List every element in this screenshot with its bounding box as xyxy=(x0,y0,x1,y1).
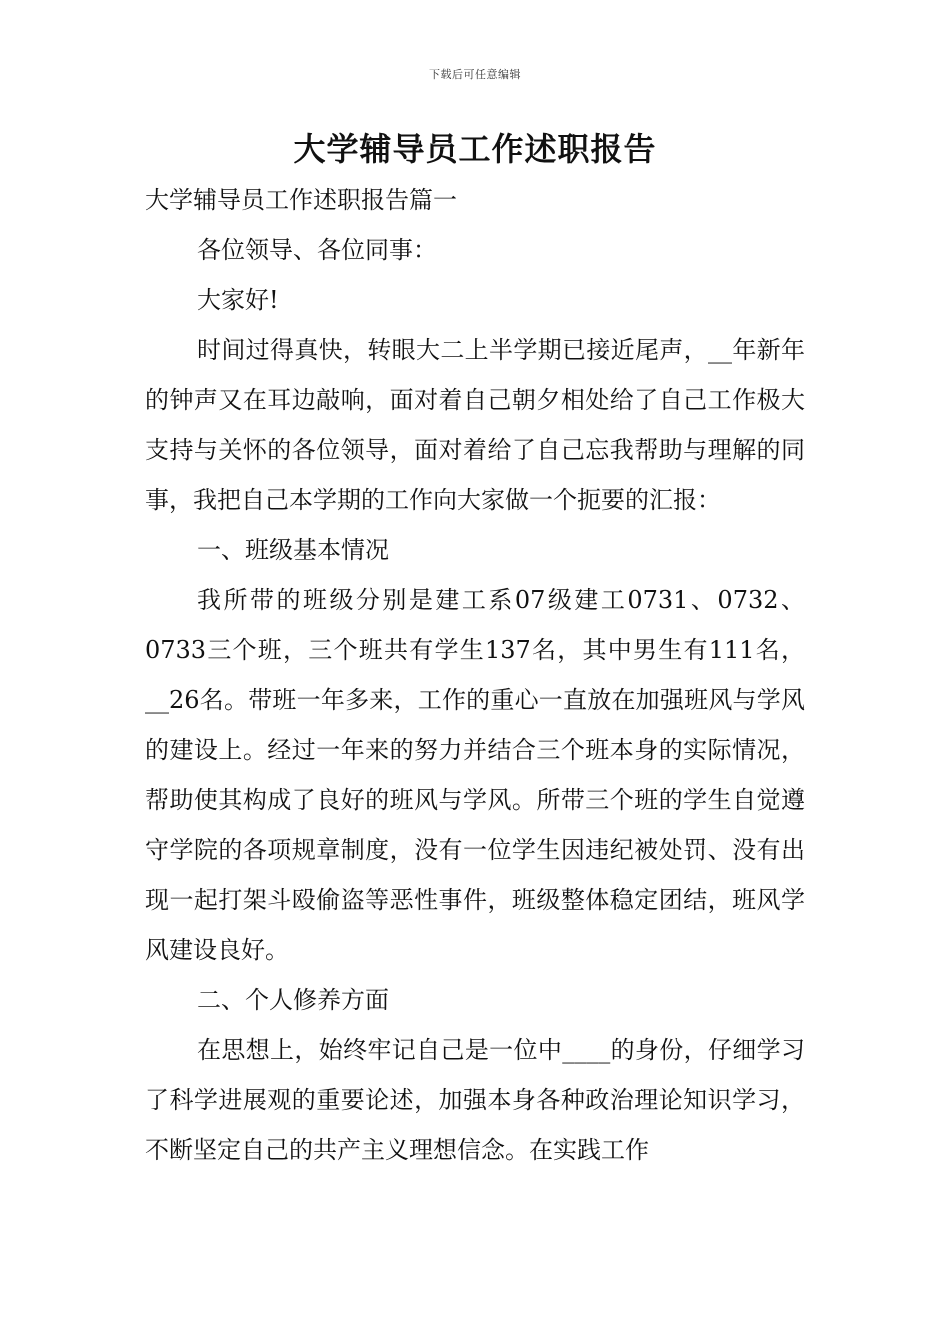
greeting: 大家好! xyxy=(197,286,279,314)
class-info-paragraph: 我所带的班级分别是建工系07级建工0731、0732、0733三个班，三个班共有学生137名，其中男生有111名，__26名。带班一年多来，工作的重心一直放在加强班风与学风的建设上。经过一年来的努力并结合三个班本身的实际情况，帮助使其构成了良好的班风与学风。所带三个班的学生自觉遵守学院的各项规章制度，没有一位学生因违纪被处罚、没有出现一起打架斗殴偷盗等恶性事件，班级整体稳定团结，班风学风建设良好。 xyxy=(145,586,805,964)
section-heading-personal: 二、个人修养方面 xyxy=(197,986,389,1014)
intro-paragraph: 时间过得真快，转眼大二上半学期已接近尾声，__年新年的钟声又在耳边敲响，面对着自己朝夕相处给了自己工作极大支持与关怀的各位领导，面对着给了自己忘我帮助与理解的同事，我把自己本学期的工作向大家做一个扼要的汇报： xyxy=(145,336,805,514)
salutation: 各位领导、各位同事： xyxy=(197,236,437,264)
header-note: 下载后可任意编辑 xyxy=(429,68,521,81)
document-title: 大学辅导员工作述职报告 xyxy=(293,130,657,168)
document-subtitle: 大学辅导员工作述职报告篇一 xyxy=(145,186,457,214)
document-body xyxy=(145,175,805,1175)
section-heading-class-info: 一、班级基本情况 xyxy=(197,536,389,564)
personal-paragraph: 在思想上，始终牢记自己是一位中____的身份，仔细学习了科学进展观的重要论述，加强本身各种政治理论知识学习，不断坚定自己的共产主义理想信念。在实践工作 xyxy=(145,1036,805,1164)
